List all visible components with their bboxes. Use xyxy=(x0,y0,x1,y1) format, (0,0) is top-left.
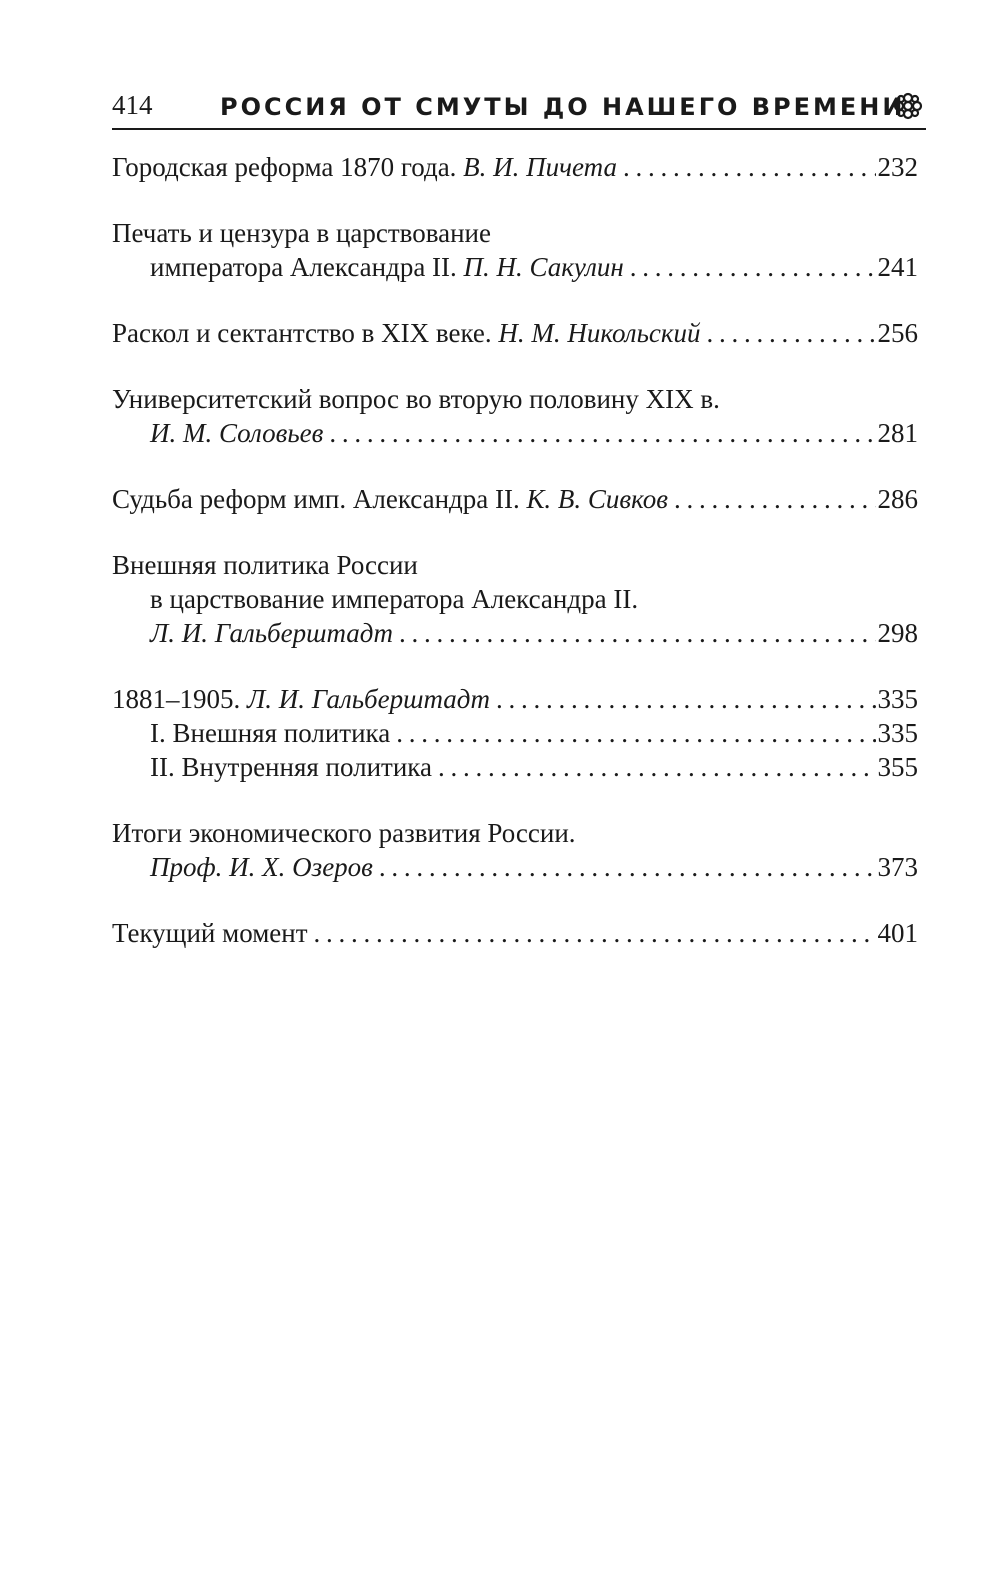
dot-leader xyxy=(314,916,876,950)
entry-page: 373 xyxy=(877,852,918,882)
toc-line xyxy=(112,548,918,582)
entry-author: П. Н. Сакулин xyxy=(463,252,624,282)
entry-author: К. В. Сивков xyxy=(526,484,668,514)
entry-author: Л. И. Гальберштадт xyxy=(247,684,490,714)
toc-line xyxy=(112,816,918,850)
toc-entry xyxy=(112,682,918,784)
dot-leader xyxy=(329,416,875,450)
toc-entry xyxy=(112,816,918,884)
dot-leader xyxy=(674,482,876,516)
entry-page: 286 xyxy=(877,484,918,514)
subentry-page: 335 xyxy=(877,718,918,748)
ornament-icon xyxy=(890,92,926,120)
toc-entry xyxy=(112,548,918,650)
entry-page: 298 xyxy=(877,618,918,648)
entry-title-continued: императора Александра II. xyxy=(150,252,457,282)
entry-author: Проф. И. Х. Озеров xyxy=(150,852,373,882)
toc-line xyxy=(112,382,918,416)
toc-line xyxy=(112,216,918,250)
toc-line xyxy=(112,682,918,716)
toc-entry xyxy=(112,216,918,284)
subentry-page: 355 xyxy=(877,752,918,782)
entry-title: Университетский вопрос во вторую половину XIX в. xyxy=(112,384,720,414)
dot-leader xyxy=(399,616,876,650)
toc-subline xyxy=(112,716,918,750)
toc-subline xyxy=(112,750,918,784)
entry-title: Городская реформа 1870 года. xyxy=(112,152,457,182)
entry-page: 232 xyxy=(877,152,918,182)
dot-leader xyxy=(630,250,876,284)
entry-author: В. И. Пичета xyxy=(463,152,617,182)
page-number: 414 xyxy=(112,90,153,120)
toc-entry xyxy=(112,382,918,450)
dot-leader xyxy=(623,150,876,184)
entry-title-continued: в царствование императора Александра II. xyxy=(150,584,639,614)
entry-author: Л. И. Гальберштадт xyxy=(150,618,393,648)
toc-line xyxy=(112,616,918,650)
entry-title: Итоги экономического развития России. xyxy=(112,818,576,848)
toc-entry xyxy=(112,150,918,184)
entry-author: И. М. Соловьев xyxy=(150,418,324,448)
toc-line xyxy=(112,916,918,950)
subentry-title: I. Внешняя политика xyxy=(150,718,391,748)
entry-page: 281 xyxy=(877,418,918,448)
dot-leader xyxy=(706,316,875,350)
toc-entry xyxy=(112,482,918,516)
running-head xyxy=(112,84,926,130)
entry-page: 241 xyxy=(877,252,918,282)
toc-line xyxy=(112,482,918,516)
entry-author: Н. М. Никольский xyxy=(498,318,701,348)
toc-line xyxy=(112,416,918,450)
toc-entry xyxy=(112,316,918,350)
toc-line xyxy=(112,316,918,350)
entry-page: 256 xyxy=(877,318,918,348)
toc-line xyxy=(112,150,918,184)
entry-title: 1881–1905. xyxy=(112,684,241,714)
dot-leader xyxy=(496,682,876,716)
entry-title: Раскол и сектантство в XIX веке. xyxy=(112,318,492,348)
dot-leader xyxy=(438,750,876,784)
entry-title: Текущий момент xyxy=(112,918,308,948)
book-title: РОССИЯ ОТ СМУТЫ ДО НАШЕГО ВРЕМЕНИ xyxy=(220,93,906,121)
toc-line xyxy=(112,250,918,284)
entry-page: 401 xyxy=(877,918,918,948)
dot-leader xyxy=(379,850,876,884)
dot-leader xyxy=(396,716,875,750)
entry-title: Судьба реформ имп. Александра II. xyxy=(112,484,520,514)
entry-title: Печать и цензура в царствование xyxy=(112,218,491,248)
entry-title: Внешняя политика России xyxy=(112,550,418,580)
toc-entry xyxy=(112,916,918,950)
subentry-title: II. Внутренняя политика xyxy=(150,752,432,782)
toc-line xyxy=(112,850,918,884)
toc-line xyxy=(112,582,918,616)
table-of-contents xyxy=(112,150,918,982)
entry-page: 335 xyxy=(877,684,918,714)
